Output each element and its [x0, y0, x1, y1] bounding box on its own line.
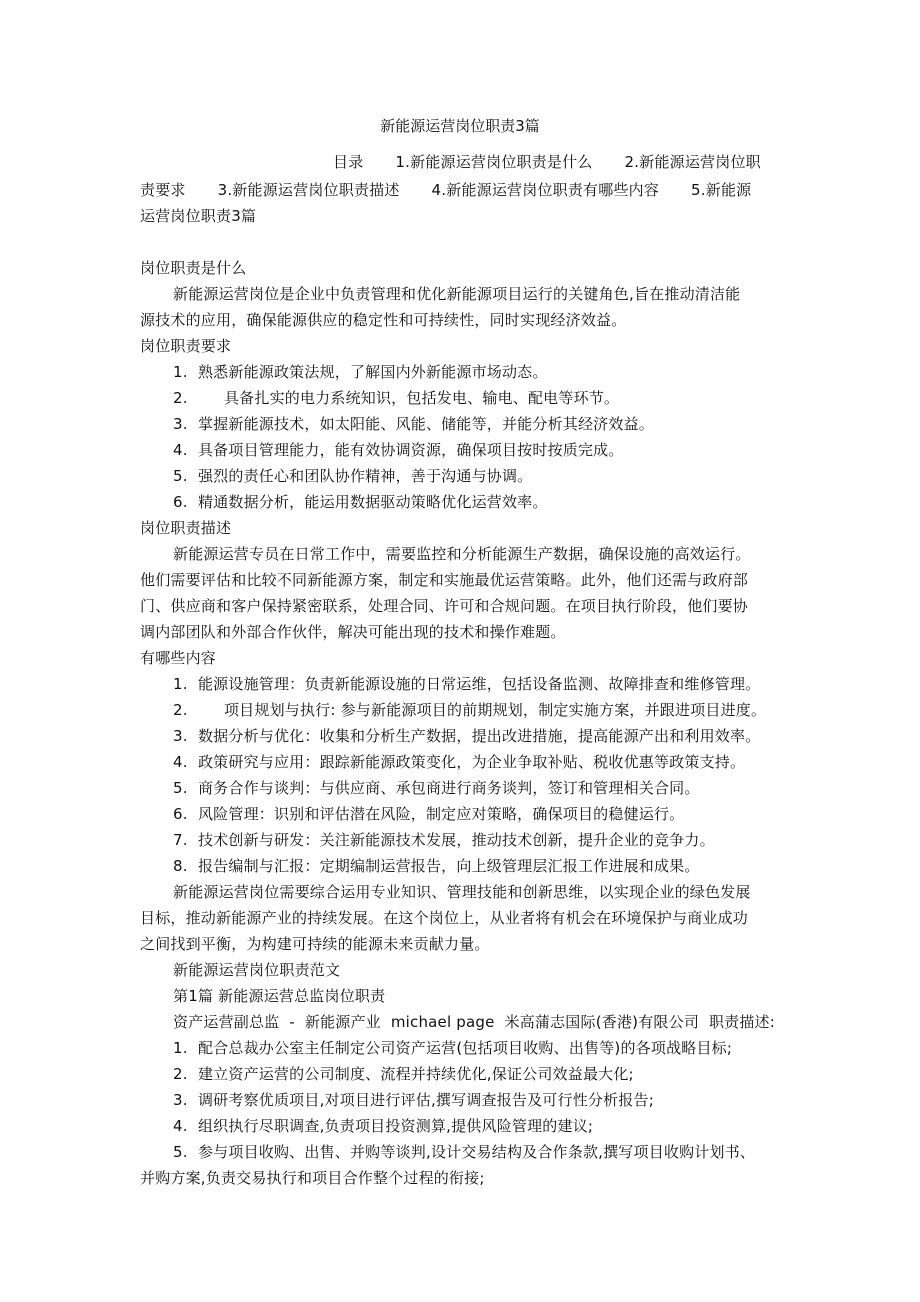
paragraph-line: 他们需要评估和比较不同新能源方案，制定和实施最优运营策略。此外，他们还需与政府部	[140, 571, 749, 589]
list-item: 4. 组织执行尽职调查,负责项目投资测算,提供风险管理的建议;	[173, 1117, 594, 1135]
section-heading: 新能源运营岗位职责范文	[173, 961, 341, 979]
list-item: 4. 政策研究与应用：跟踪新能源政策变化，为企业争取补贴、税收优惠等政策支持。	[173, 753, 746, 771]
list-item: 5. 强烈的责任心和团队协作精神，善于沟通与协调。	[173, 467, 533, 485]
list-item: 3. 调研考察优质项目,对项目进行评估,撰写调查报告及可行性分析报告;	[173, 1091, 654, 1109]
list-item: 1. 熟悉新能源政策法规，了解国内外新能源市场动态。	[173, 363, 548, 381]
list-item: 4. 具备项目管理能力，能有效协调资源，确保项目按时按质完成。	[173, 441, 624, 459]
toc-line-2	[140, 180, 751, 200]
toc-item: 3.新能源运营岗位职责描述	[217, 181, 400, 199]
paragraph-line: 并购方案,负责交易执行和项目合作整个过程的衔接;	[140, 1169, 485, 1187]
article-title: 第1篇 新能源运营总监岗位职责	[173, 987, 386, 1005]
paragraph-line: 门、供应商和客户保持紧密联系，处理合同、许可和合规问题。在项目执行阶段，他们要协	[140, 597, 749, 615]
list-item: 8. 报告编制与汇报：定期编制运营报告，向上级管理层汇报工作进展和成果。	[173, 857, 700, 875]
list-item: 3. 数据分析与优化：收集和分析生产数据，提出改进措施，提高能源产出和利用效率。	[173, 727, 761, 745]
paragraph-line: 源技术的应用，确保能源供应的稳定性和可持续性，同时实现经济效益。	[140, 311, 627, 329]
paragraph-line: 新能源运营专员在日常工作中，需要监控和分析能源生产数据，确保设施的高效运行。	[173, 545, 751, 563]
toc-line-1	[333, 152, 761, 172]
toc-line-3: 运营岗位职责3篇	[140, 207, 257, 225]
list-item: 2. 建立资产运营的公司制度、流程并持续优化,保证公司效益最大化;	[173, 1065, 634, 1083]
toc-item: 5.新能源	[691, 181, 752, 199]
list-item: 7. 技术创新与研发：关注新能源技术发展，推动技术创新，提升企业的竞争力。	[173, 831, 715, 849]
toc-label: 目录	[333, 153, 364, 171]
paragraph-line: 调内部团队和外部合作伙伴，解决可能出现的技术和操作难题。	[140, 623, 566, 641]
list-item: 6. 风险管理：识别和评估潜在风险，制定应对策略，确保项目的稳健运行。	[173, 805, 685, 823]
toc-item: 4.新能源运营岗位职责有哪些内容	[431, 181, 660, 199]
paragraph-line: 新能源运营岗位需要综合运用专业知识、管理技能和创新思维，以实现企业的绿色发展	[173, 883, 751, 901]
section-heading: 有哪些内容	[140, 649, 217, 667]
list-item: 5. 商务合作与谈判：与供应商、承包商进行商务谈判，签订和管理相关合同。	[173, 779, 700, 797]
list-item: 1. 能源设施管理：负责新能源设施的日常运维，包括设备监测、故障排查和维修管理。	[173, 675, 761, 693]
list-item: 6. 精通数据分析，能运用数据驱动策略优化运营效率。	[173, 493, 548, 511]
paragraph-line: 新能源运营岗位是企业中负责管理和优化新能源项目运行的关键角色,旨在推动清洁能	[173, 285, 741, 303]
job-meta: 资产运营副总监 - 新能源产业 michael page 米高蒲志国际(香港)有限公司 职责描述:	[173, 1013, 776, 1031]
section-heading: 岗位职责是什么	[140, 259, 247, 277]
page-title: 新能源运营岗位职责3篇	[380, 117, 540, 135]
toc-item: 责要求	[140, 181, 186, 199]
list-item: 1. 配合总裁办公室主任制定公司资产运营(包括项目收购、出售等)的各项战略目标;	[173, 1039, 733, 1057]
list-item: 2. 具备扎实的电力系统知识，包括发电、输电、配电等环节。	[173, 389, 620, 407]
paragraph-line: 目标，推动新能源产业的持续发展。在这个岗位上，从业者将有机会在环境保护与商业成功	[140, 909, 749, 927]
list-item: 2. 项目规划与执行: 参与新能源项目的前期规划，制定实施方案，并跟进项目进度。	[173, 701, 767, 719]
section-heading: 岗位职责要求	[140, 337, 232, 355]
toc-item: 2.新能源运营岗位职	[624, 153, 761, 171]
section-heading: 岗位职责描述	[140, 519, 232, 537]
list-item: 3. 掌握新能源技术，如太阳能、风能、储能等，并能分析其经济效益。	[173, 415, 654, 433]
list-item: 5. 参与项目收购、出售、并购等谈判,设计交易结构及合作条款,撰写项目收购计划书、	[173, 1143, 756, 1161]
toc-item: 1.新能源运营岗位职责是什么	[395, 153, 593, 171]
paragraph-line: 之间找到平衡，为构建可持续的能源未来贡献力量。	[140, 935, 490, 953]
